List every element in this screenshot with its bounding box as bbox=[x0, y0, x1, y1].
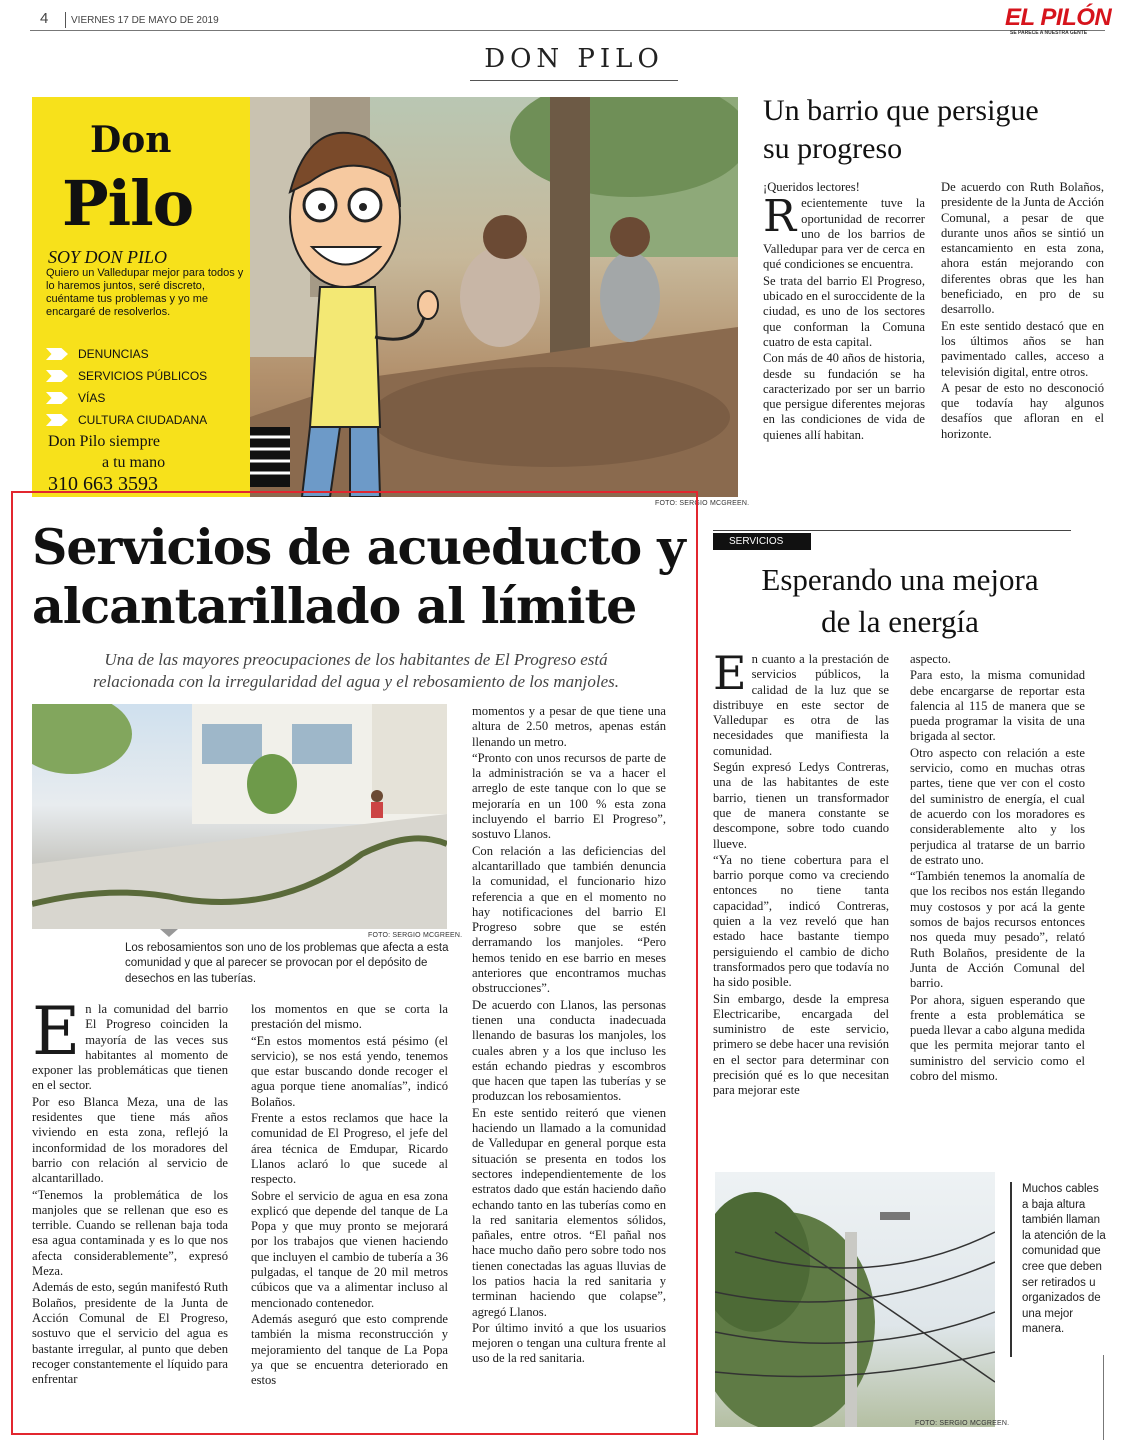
promo-item bbox=[46, 343, 246, 365]
promo-name-line1: Don bbox=[90, 119, 172, 161]
caption-pointer-icon bbox=[160, 929, 178, 937]
article1-col2 bbox=[941, 180, 1104, 500]
article2-paragraph: los momentos en que se corta la prestación del mismo. bbox=[251, 1002, 448, 1032]
promo-item-label: DENUNCIAS bbox=[78, 347, 149, 361]
promo-phone: 310 663 3593 bbox=[48, 473, 158, 495]
street-photo-credit: FOTO: SERGIO MCGREEN. bbox=[368, 932, 463, 939]
article3-paragraph: Para esto, la misma comunidad debe encargarse de reportar esta falencia al 115 de manera que se pueda programar la visita de una brigada al sector. bbox=[910, 668, 1085, 744]
cables-photo bbox=[715, 1172, 995, 1427]
article3-drop-cap: E bbox=[713, 652, 747, 700]
article2-deck-line2: relacionada con la irregularidad del agua y el rebosamiento de los manjoles. bbox=[93, 672, 619, 691]
cables-caption-bar bbox=[1010, 1182, 1012, 1357]
article2-paragraph: Por eso Blanca Meza, una de las residentes que tiene más años viviendo en esta zona, reflejó la inconformidad de los moradores del barrio con relación al servicio de alcantarillado. bbox=[32, 1094, 228, 1186]
promo-always-line2: a tu mano bbox=[102, 454, 166, 471]
cables-photo-art bbox=[715, 1172, 995, 1427]
article2-paragraph: Sobre el servicio de agua en esa zona explicó que depende del tanque de La Popa y que muy pronto se mejorará por los trabajos que vienen haciendo que incluyen el cambio de tubería a 36 pulgadas, el tanque de 20 mil metros cúbicos que va a alimentar incluso al mencionado contenedor. bbox=[251, 1188, 448, 1310]
section-title: DON PILO bbox=[484, 44, 664, 74]
article2-paragraph: Frente a estos reclamos que hace la comunidad de El Progreso, el jefe del área técnica de Emdupar, Ricardo Llanos aclaró lo que sucede al respecto. bbox=[251, 1111, 448, 1187]
article1-title-line1: Un barrio que persigue bbox=[763, 94, 1039, 127]
article2-paragraph: momentos y a pesar de que tiene una altura de 2.50 metros, apenas están llenando un metro. bbox=[472, 704, 666, 749]
promo-item bbox=[46, 409, 246, 431]
promo-always-line1: Don Pilo siempre bbox=[48, 433, 160, 450]
section-title-underline bbox=[470, 80, 678, 81]
page-date: VIERNES 17 DE MAYO DE 2019 bbox=[71, 15, 219, 26]
cables-photo-credit: FOTO: SERGIO MCGREEN. bbox=[915, 1420, 1010, 1427]
promo-title: SOY DON PILO bbox=[48, 247, 168, 267]
article3-paragraph: Sin embargo, desde la empresa Electricaribe, encargada del suministro de este servicio, primero se debe hacer una revisión en el sector para determinar con precisión qué es lo que necesitan para mejorar este bbox=[713, 991, 889, 1098]
article1-paragraph: Con más de 40 años de historia, desde su fundación se ha caracterizado por ser un barrio que persigue diferentes mejoras en las condiciones de vida de quienes allí habitan. bbox=[763, 351, 925, 442]
article3-paragraph: Según expresó Ledys Contreras, una de las habitantes de este barrio, tienen un transformador que de manera constante se descompone, sobre todo cuando llueve. bbox=[713, 760, 889, 851]
street-photo-caption: Los rebosamientos son uno de los problemas que afecta a esta comunidad y que al parecer se provocan por el depósito de desechos en las tuberías. bbox=[125, 942, 449, 985]
article3-paragraph: Por ahora, siguen esperando que frente a esta problemática se pueda llevar a cabo alguna medida que les permita mejorar tanto el suministro del servicio como el cobro del mismo. bbox=[910, 992, 1085, 1084]
arrow-icon bbox=[46, 370, 68, 382]
article2-title-line1: Servicios de acueducto y bbox=[32, 518, 685, 576]
cables-caption: Muchos cables a baja altura también llaman la atención de la comunidad que cree que deben ser retirados u organizados de una mejor manera. bbox=[1022, 1183, 1106, 1336]
article3-top-rule bbox=[713, 530, 1071, 531]
promo-item bbox=[46, 365, 246, 387]
article1-title-line2: su progreso bbox=[763, 132, 903, 165]
promo-name-line2: Pilo bbox=[62, 167, 194, 240]
header-rule bbox=[30, 30, 1105, 31]
promo-item-label: VÍAS bbox=[78, 391, 106, 405]
article2-paragraph: De acuerdo con Llanos, las personas tienen una conducta inadecuada llenando de basuras los manjoles, los cuales abren y a los que incluso les están echando piedras y escombros que hacen que tapen las tuberías y se produzcan los rebosamientos. bbox=[472, 997, 666, 1104]
article2-paragraph: Además aseguró que esto comprende también la misma reconstrucción y mejoramiento del tanque de La Popa ya que se encuentra deteriorado en estos bbox=[251, 1311, 448, 1388]
article2-paragraph: Con relación a las deficiencias del alcantarillado que también denuncia la comunidad, el funcionario hizo referencia a que en el momento no hay notificaciones del barrio El Progreso sobre que se estén derramando los manjoles. “Pero hemos tenido en ese barrio en meses anteriores que encontramos muchas obstrucciones”. bbox=[472, 843, 666, 996]
arrow-icon bbox=[46, 348, 68, 360]
article1-drop-cap: R bbox=[763, 191, 797, 243]
article2-paragraph: En este sentido reiteró que vienen haciendo un llamado a la comunidad de Valledupar en general porque esta situación se presenta en todos los sectores independientemente de los estratos dado que están haciendo daño echando tanto en las tuberías como en la red sanitaria elementos sólidos, pañales, entre otros. “El pañal nos hace mucho daño pero sobre todo nos tienen conectadas las aguas lluvias de los patios hacia la red sanitaria y terminan haciendo que colapse”, agregó Llanos. bbox=[472, 1105, 666, 1319]
brand-tagline: SE PARECE A NUESTRA GENTE bbox=[1010, 30, 1088, 36]
article2-paragraph: “Pronto con unos recursos de parte de la administración se va a hacer el arreglo de este tanque con lo que se mejoraría en un 100 % esta zona incluyendo el barrio El Progreso”, sostuvo Llanos. bbox=[472, 750, 666, 842]
article1-paragraph: En este sentido destacó que en los últimos años se han pavimentado calles, acceso a televisión digital, entre otros. bbox=[941, 318, 1104, 379]
street-photo-art bbox=[32, 704, 447, 929]
article2-col1 bbox=[32, 1002, 228, 1430]
article3-paragraph: “Ya no tiene cobertura para el barrio porque como va creciendo entonces no tiene tanta capacidad”, indicó Contreras, quien a la vez reveló que han estado hace bastante tiempo persiguiendo el cambio de dicho transformados pero que todavía no ha sido posible. bbox=[713, 852, 889, 990]
article3-kicker: SERVICIOS bbox=[713, 533, 811, 550]
article2-col2 bbox=[251, 1002, 448, 1430]
article3-col2 bbox=[910, 652, 1085, 1162]
arrow-icon bbox=[46, 414, 68, 426]
article3-paragraph: “También tenemos la anomalía de que los recibos nos están llegando muy costosos y por acá la gente somos de bajos recursos entonces nos queda muy pesado”, relató Ruth Bolaños, presidente de la Junta de Acción Comunal del barrio. bbox=[910, 869, 1085, 991]
article2-col3 bbox=[472, 704, 666, 1430]
hero-photo-credit: FOTO: SERGIO MCGREEN. bbox=[655, 500, 750, 507]
promo-item bbox=[46, 387, 246, 409]
article3-title-line1: Esperando una mejora bbox=[761, 562, 1039, 597]
hero-photo bbox=[250, 97, 738, 497]
promo-text: Quiero un Valledupar mejor para todos y lo haremos juntos, seré discreto, cuéntame tus problemas y yo me encargaré de resolverlos. bbox=[46, 267, 244, 318]
article1-paragraph: ecientemente tuve la oportunidad de recorrer uno de los barrios de Valledupar para ver de cerca en qué condiciones se encuentra. bbox=[763, 196, 925, 272]
article3-title-line2: de la energía bbox=[821, 604, 979, 639]
article3-paragraph: n cuanto a la prestación de servicios públicos, la calidad de la luz que se distribuye en este sector de Valledupar es otra de las necesidades que manifiesta la comunidad. bbox=[713, 652, 889, 758]
don-pilo-cartoon bbox=[250, 97, 500, 497]
promo-item-label: SERVICIOS PÚBLICOS bbox=[78, 369, 208, 383]
article2-paragraph: Por último invitó a que los usuarios mejoren o tengan una cultura frente al uso de la red sanitaria. bbox=[472, 1320, 666, 1366]
brand-logo: EL PILÓN bbox=[1005, 4, 1112, 31]
promo-item-label: CULTURA CIUDADANA bbox=[78, 413, 208, 427]
article1-paragraph: De acuerdo con Ruth Bolaños, presidente de la Junta de Acción Comunal, a pesar de que durante unos años se sintió un estancamiento en esta zona, ahora están mejorando con diferentes obras que les han beneficiado, en pro de su desarrollo. bbox=[941, 180, 1104, 317]
article1-paragraph: Se trata del barrio El Progreso, ubicado en el suroccidente de la ciudad, es uno de los sectores que conforman la Comuna cuatro de esta capital. bbox=[763, 273, 925, 349]
article2-paragraph: Además de esto, según manifestó Ruth Bolaños, presidente de la Junta de Acción Comunal de El Progreso, sostuvo que el servicio del agua es bastante irregular, al punto que deben recoger constantemente el líquido para enfrentar bbox=[32, 1280, 228, 1387]
article2-paragraph: n la comunidad del barrio El Progreso coinciden la mayoría de las veces sus habitantes al momento de exponer las problemáticas que tienen en el sector. bbox=[32, 1002, 228, 1093]
don-pilo-promo bbox=[32, 97, 250, 497]
arrow-icon bbox=[46, 392, 68, 404]
article1-col1 bbox=[763, 180, 925, 500]
article2-deck-line1: Una de las mayores preocupaciones de los habitantes de El Progreso está bbox=[104, 650, 608, 669]
article1-greeting: ¡Queridos lectores! bbox=[763, 180, 860, 194]
article3-col1 bbox=[713, 652, 889, 1162]
article2-drop-cap: E bbox=[32, 1002, 81, 1070]
article3-paragraph: aspecto. bbox=[910, 652, 951, 666]
promo-list bbox=[46, 343, 246, 431]
article2-paragraph: “Tenemos la problemática de los manjoles que se rellenan que eso es terrible. Cuando se rellenan baja toda esa agua contaminada y es lo que nos afecta considerablemente”, expresó Meza. bbox=[32, 1187, 228, 1279]
header-divider bbox=[65, 12, 66, 28]
article1-paragraph: A pesar de esto no desconoció que todavía hay algunos desafíos que afloran en el horizonte. bbox=[941, 380, 1104, 441]
street-photo bbox=[32, 704, 447, 929]
article3-paragraph: Otro aspecto con relación a este servicio, como en muchas otras partes, tiene que ver con el costo del suministro de energía, el cual de acuerdo con los moradores es considerablemente alto y los perjudica al tratarse de un barrio de estrato uno. bbox=[910, 745, 1085, 867]
article2-paragraph: “En estos momentos está pésimo (el servicio), se nos está yendo, tenemos que estar buscando donde recoger el agua porque tiene anomalías”, indicó Bolaños. bbox=[251, 1033, 448, 1109]
article3-bottom-rule bbox=[1103, 1355, 1104, 1440]
article2-title-line2: alcantarillado al límite bbox=[32, 577, 637, 635]
page-number: 4 bbox=[40, 10, 49, 27]
